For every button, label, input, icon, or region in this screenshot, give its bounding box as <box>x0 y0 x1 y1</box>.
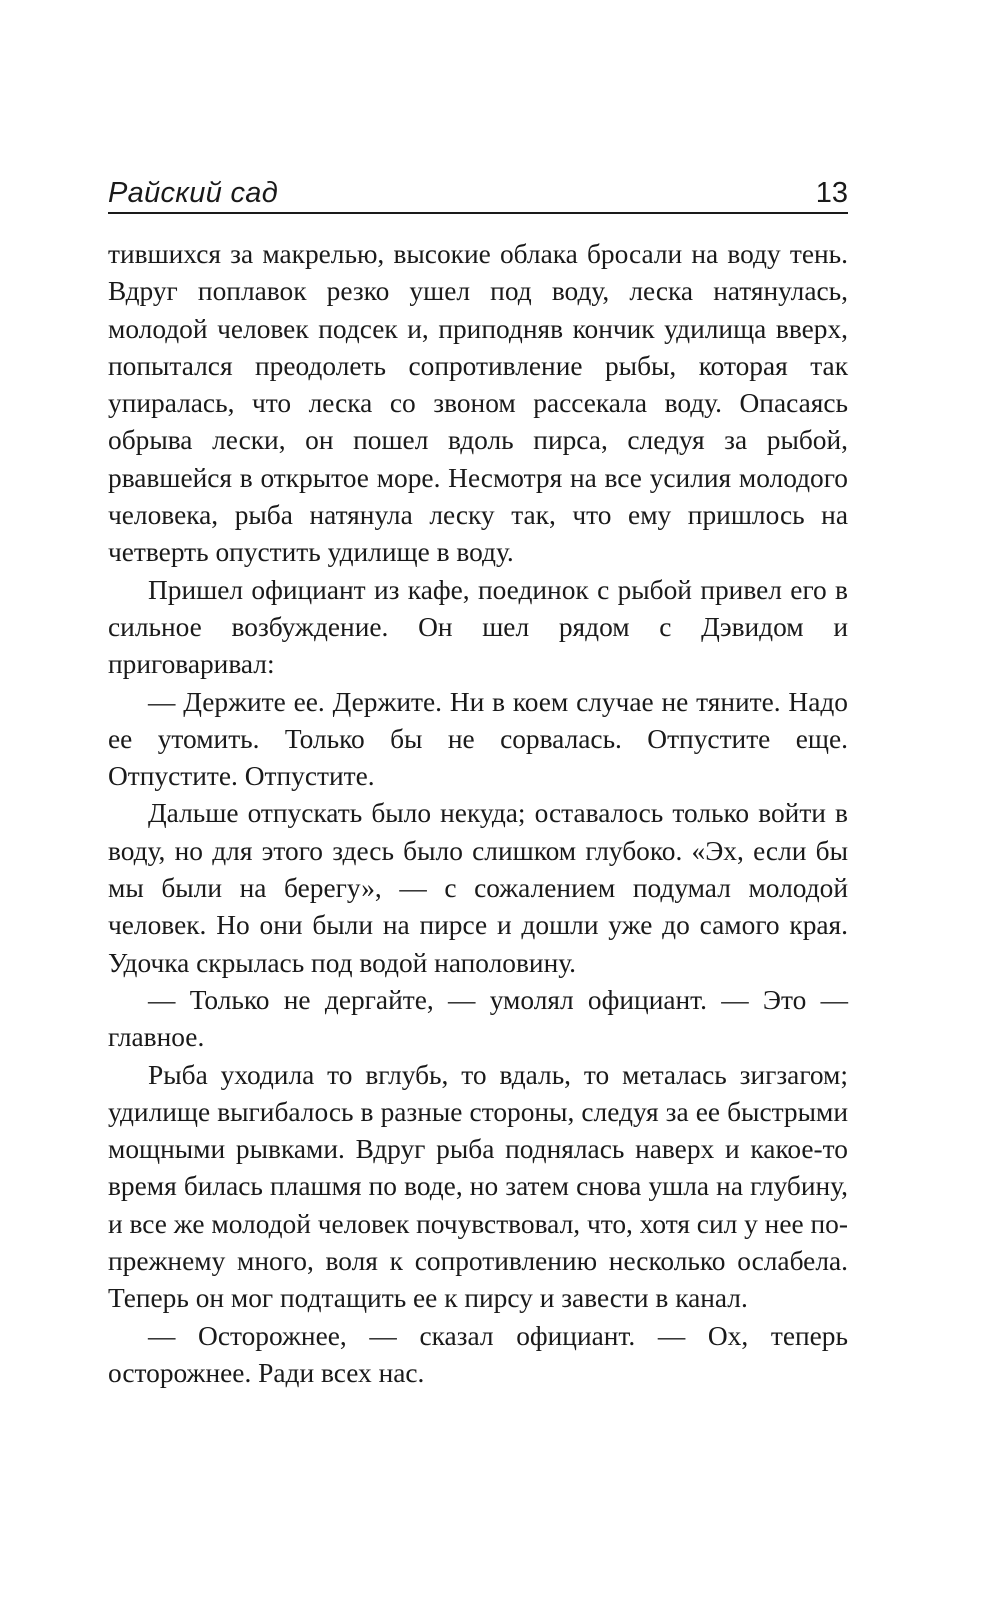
running-head <box>108 166 848 214</box>
book-page <box>108 166 848 1392</box>
paragraph: Пришел официант из кафе, поединок с рыбой привел его в сильное возбуждение. Он шел рядом с Дэвидом и приговаривал: <box>108 574 848 680</box>
paragraph: Дальше отпускать было некуда; оставалось только войти в воду, но для этого здесь было слишком глубоко. «Эх, если бы мы были на берегу», — с сожалением подумал молодой человек. Но они были на пирсе и дошли уже до самого края. Удочка скрылась под водой наполовину. <box>108 798 848 978</box>
paragraph: — Держите ее. Держите. Ни в коем случае не тяните. Надо ее утомить. Только бы не сорвалась. Отпустите еще. Отпустите. Отпустите. <box>108 686 848 792</box>
paragraph: Рыба уходила то вглубь, то вдаль, то металась зигзагом; удилище выгибалось в разные стороны, следуя за ее быстрыми мощными рывками. Вдруг рыба поднялась наверх и какое-то время билась плашмя по воде, но затем снова ушла на глубину, и все же молодой человек почувствовал, что, хотя сил у нее по-прежнему много, воля к сопротивлению несколько ослабела. Теперь он мог подтащить ее к пирсу и завести в канал. <box>108 1059 848 1314</box>
running-title: Райский сад <box>108 177 279 209</box>
paragraph: — Только не дергайте, — умолял официант. — Это — главное. <box>108 984 848 1053</box>
paragraph: тившихся за макрелью, высокие облака бросали на воду тень. Вдруг поплавок резко ушел под воду, леска натянулась, молодой человек подсек и, приподняв кончик удилища вверх, попытался преодолеть сопротивление рыбы, которая так упиралась, что леска со звоном рассекала воду. Опасаясь обрыва лески, он пошел вдоль пирса, следуя за рыбой, рвавшейся в открытое море. Несмотря на все усилия молодого человека, рыба натянула леску так, что ему пришлось на четверть опустить удилище в воду. <box>108 239 848 568</box>
body-text <box>108 236 848 1392</box>
paragraph: — Осторожнее, — сказал официант. — Ох, теперь осторожнее. Ради всех нас. <box>108 1320 848 1388</box>
page-number: 13 <box>815 177 848 209</box>
